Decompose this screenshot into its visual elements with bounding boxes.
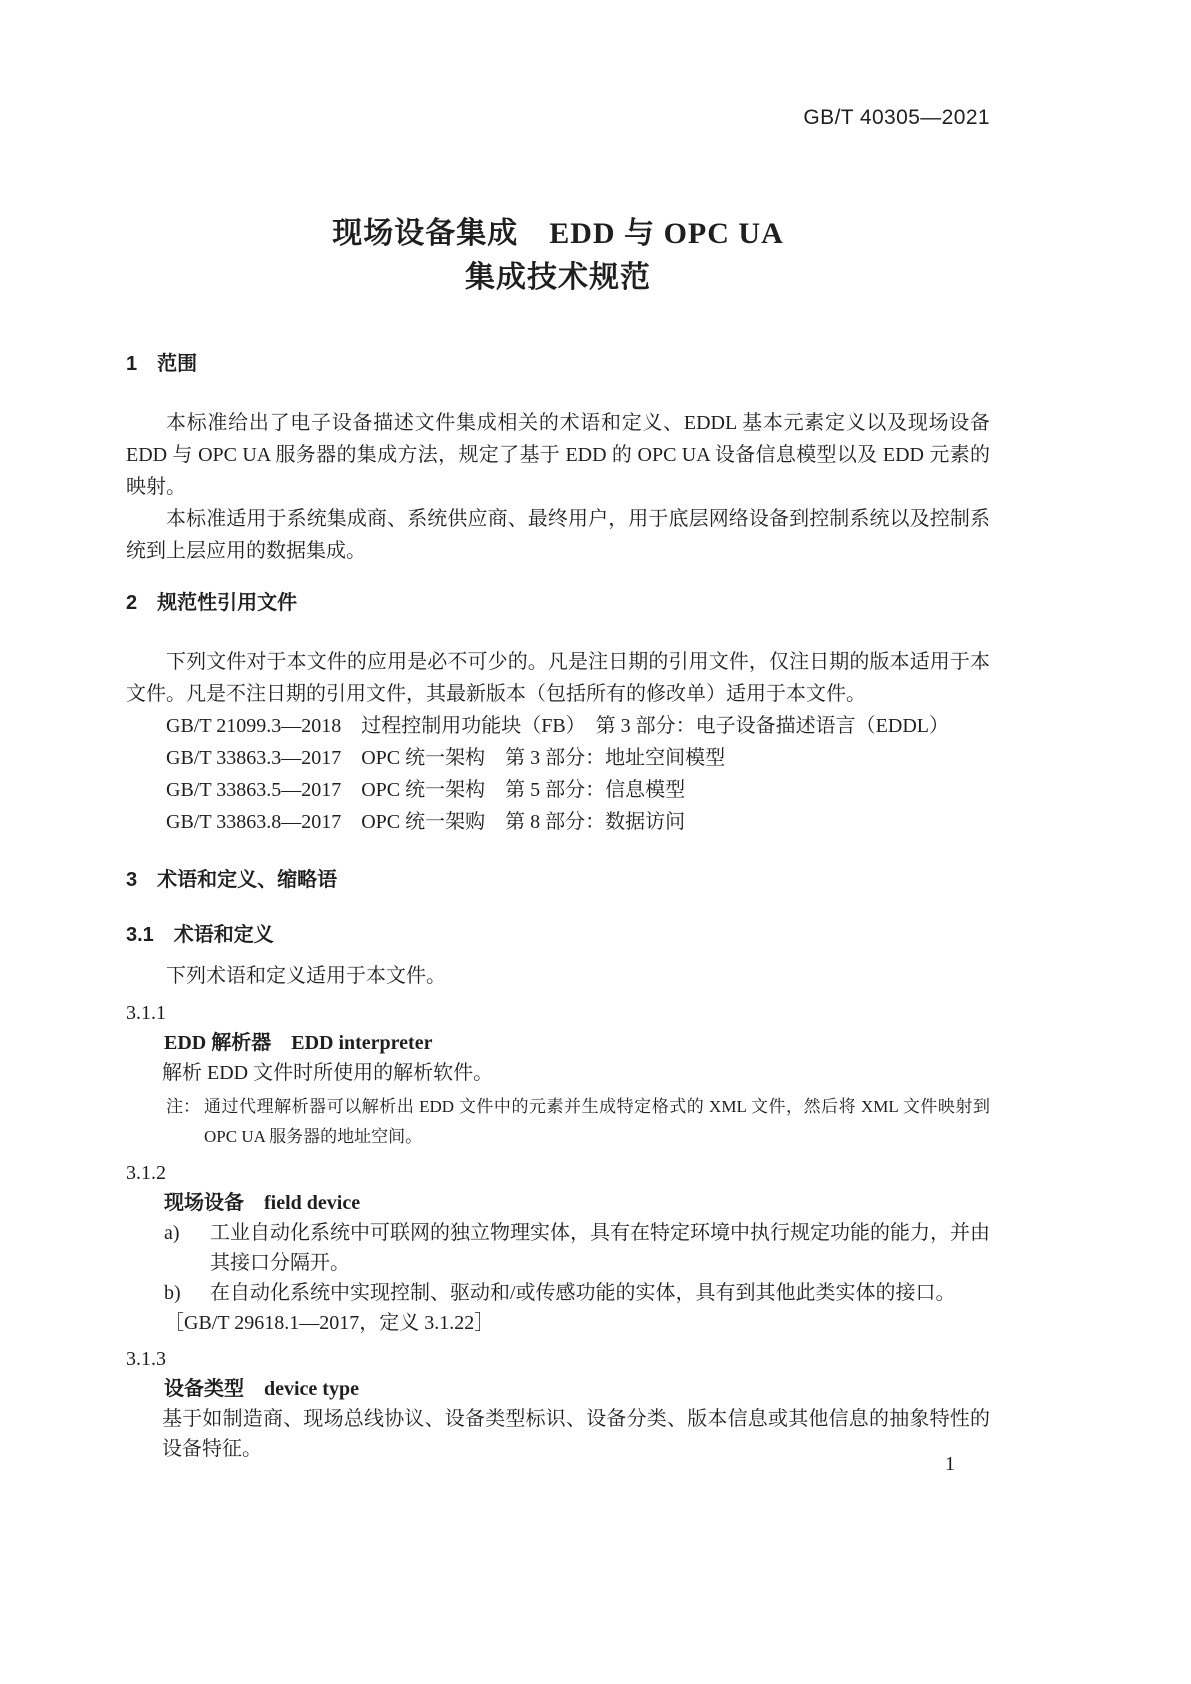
term-name-edd-interpreter: EDD 解析器 EDD interpreter	[164, 1032, 433, 1054]
term-source-citation: ［GB/T 29618.1—2017，定义 3.1.22］	[164, 1312, 495, 1334]
terms-intro: 下列术语和定义适用于本文件。	[166, 965, 446, 987]
page-number: 1	[945, 1453, 955, 1475]
item-b-text: 在自动化系统中实现控制、驱动和/或传感功能的实体，具有到其他此类实体的接口。	[210, 1282, 956, 1304]
term-name-device-type: 设备类型 device type	[164, 1378, 359, 1400]
section-1-heading: 1 范围	[126, 353, 198, 375]
section-2-paragraph-1: 下列文件对于本文件的应用是必不可少的。凡是注日期的引用文件，仅注日期的版本适用于本文件。凡是不注日期的引用文件，其最新版本（包括所有的修改单）适用于本文件。	[126, 651, 990, 705]
term-note-3-1-1	[166, 1092, 990, 1152]
note-text: 通过代理解析器可以解析出 EDD 文件中的元素并生成特定格式的 XML 文件，然后将 XML 文件映射到 OPC UA 服务器的地址空间。	[204, 1097, 990, 1146]
term-number-3-1-2: 3.1.2	[126, 1162, 166, 1184]
term-definition-3-1-1: 解析 EDD 文件时所使用的解析软件。	[162, 1062, 494, 1084]
item-a-label: a)	[164, 1222, 180, 1244]
term-definition-3-1-3: 基于如制造商、现场总线协议、设备类型标识、设备分类、版本信息或其他信息的抽象特性的设备特征。	[162, 1408, 990, 1460]
term-number-3-1-3: 3.1.3	[126, 1348, 166, 1370]
section-3-heading: 3 术语和定义、缩略语	[126, 869, 338, 891]
reference-item-1: GB/T 21099.3—2018 过程控制用功能块（FB） 第 3 部分：电子设备描述语言（EDDL）	[166, 715, 949, 737]
section-1-paragraph-1: 本标准给出了电子设备描述文件集成相关的术语和定义、EDDL 基本元素定义以及现场设备 EDD 与 OPC UA 服务器的集成方法，规定了基于 EDD 的 OPC UA 设备信息模型以及 EDD 元素的映射。	[126, 412, 990, 498]
term-name-field-device: 现场设备 field device	[164, 1192, 361, 1214]
reference-list	[126, 710, 990, 838]
term-list-item-b	[164, 1278, 990, 1308]
document-title-line1: 现场设备集成 EDD 与 OPC UA	[332, 217, 784, 250]
term-entry-3-1-3	[126, 1344, 990, 1464]
section-3-1-heading: 3.1 术语和定义	[126, 924, 274, 946]
reference-item-4: GB/T 33863.8—2017 OPC 统一架购 第 8 部分：数据访问	[166, 811, 686, 833]
term-number-3-1-1: 3.1.1	[126, 1002, 166, 1024]
reference-item-3: GB/T 33863.5—2017 OPC 统一架构 第 5 部分：信息模型	[166, 779, 686, 801]
section-1-paragraph-2: 本标准适用于系统集成商、系统供应商、最终用户，用于底层网络设备到控制系统以及控制系统到上层应用的数据集成。	[126, 508, 990, 562]
document-title	[126, 212, 990, 300]
item-b-label: b)	[164, 1282, 181, 1304]
term-entry-3-1-1	[126, 998, 990, 1152]
document-title-line2: 集成技术规范	[465, 261, 651, 294]
doc-number: GB/T 40305—2021	[803, 106, 990, 129]
note-label: 注：	[166, 1097, 200, 1116]
item-a-text: 工业自动化系统中可联网的独立物理实体，具有在特定环境中执行规定功能的能力，并由其接口分隔开。	[210, 1222, 990, 1274]
reference-item-2: GB/T 33863.3—2017 OPC 统一架构 第 3 部分：地址空间模型	[166, 747, 726, 769]
term-list-item-a	[164, 1218, 990, 1278]
term-entry-3-1-2	[126, 1158, 990, 1338]
section-2-heading: 2 规范性引用文件	[126, 592, 298, 614]
